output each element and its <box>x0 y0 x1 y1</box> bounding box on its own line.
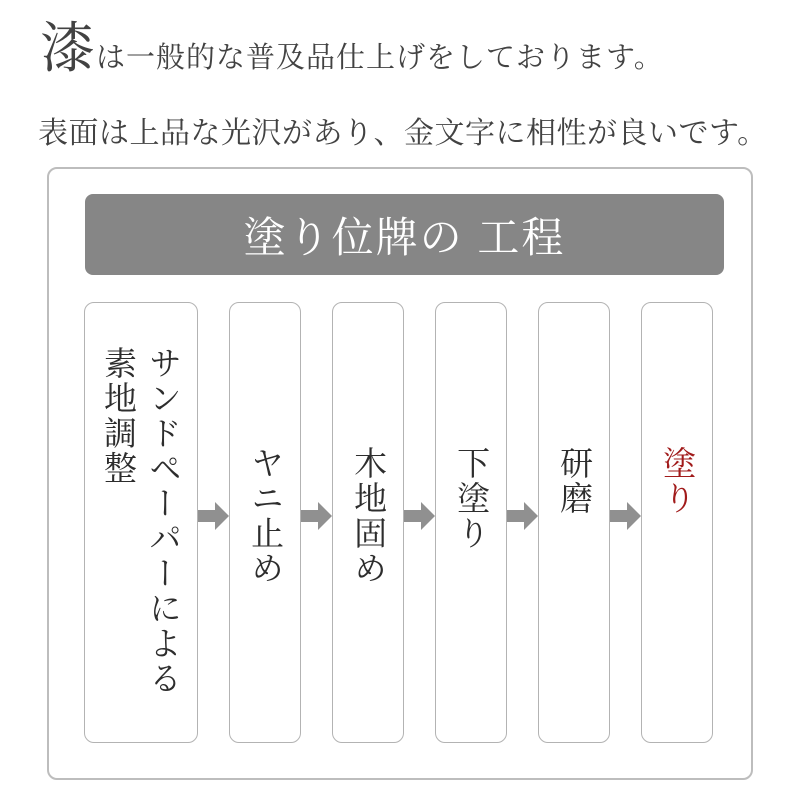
steps-row <box>84 302 713 743</box>
arrow-cell <box>610 302 641 743</box>
step-resin-sealing <box>229 302 301 743</box>
step-polishing <box>538 302 610 743</box>
step-final-lacquer <box>641 302 713 743</box>
intro-line2: 表面は上品な光沢があり、金文字に相性が良いです。 <box>38 117 768 150</box>
intro-leading-char: 漆 <box>40 18 97 79</box>
step-label: 塗り <box>659 446 697 516</box>
step-label: ヤニ止め <box>247 446 285 586</box>
arrow-right-icon <box>198 502 229 530</box>
step-wood-hardening <box>332 302 404 743</box>
arrow-right-icon <box>507 502 538 530</box>
intro-line1-rest: は一般的な普及品仕上げをしております。 <box>96 42 664 74</box>
step-label: サンドペーパーによる <box>145 346 182 696</box>
panel-title: 塗り位牌の 工程 <box>243 213 566 261</box>
step-label: 下塗り <box>453 446 491 551</box>
arrow-right-icon <box>404 502 435 530</box>
arrow-right-icon <box>610 502 641 530</box>
arrow-right-icon <box>301 502 332 530</box>
arrow-cell <box>198 302 229 743</box>
intro-text <box>40 10 768 152</box>
step-label: 研磨 <box>556 446 594 516</box>
step-base-preparation <box>84 302 198 743</box>
arrow-cell <box>301 302 332 743</box>
arrow-cell <box>404 302 435 743</box>
panel-title-bar <box>85 194 724 275</box>
step-label-group <box>96 346 186 696</box>
arrow-cell <box>507 302 538 743</box>
step-label: 素地調整 <box>100 346 137 486</box>
step-undercoat <box>435 302 507 743</box>
step-label: 木地固め <box>350 446 388 586</box>
process-panel <box>47 167 753 780</box>
intro-line1 <box>40 10 768 78</box>
